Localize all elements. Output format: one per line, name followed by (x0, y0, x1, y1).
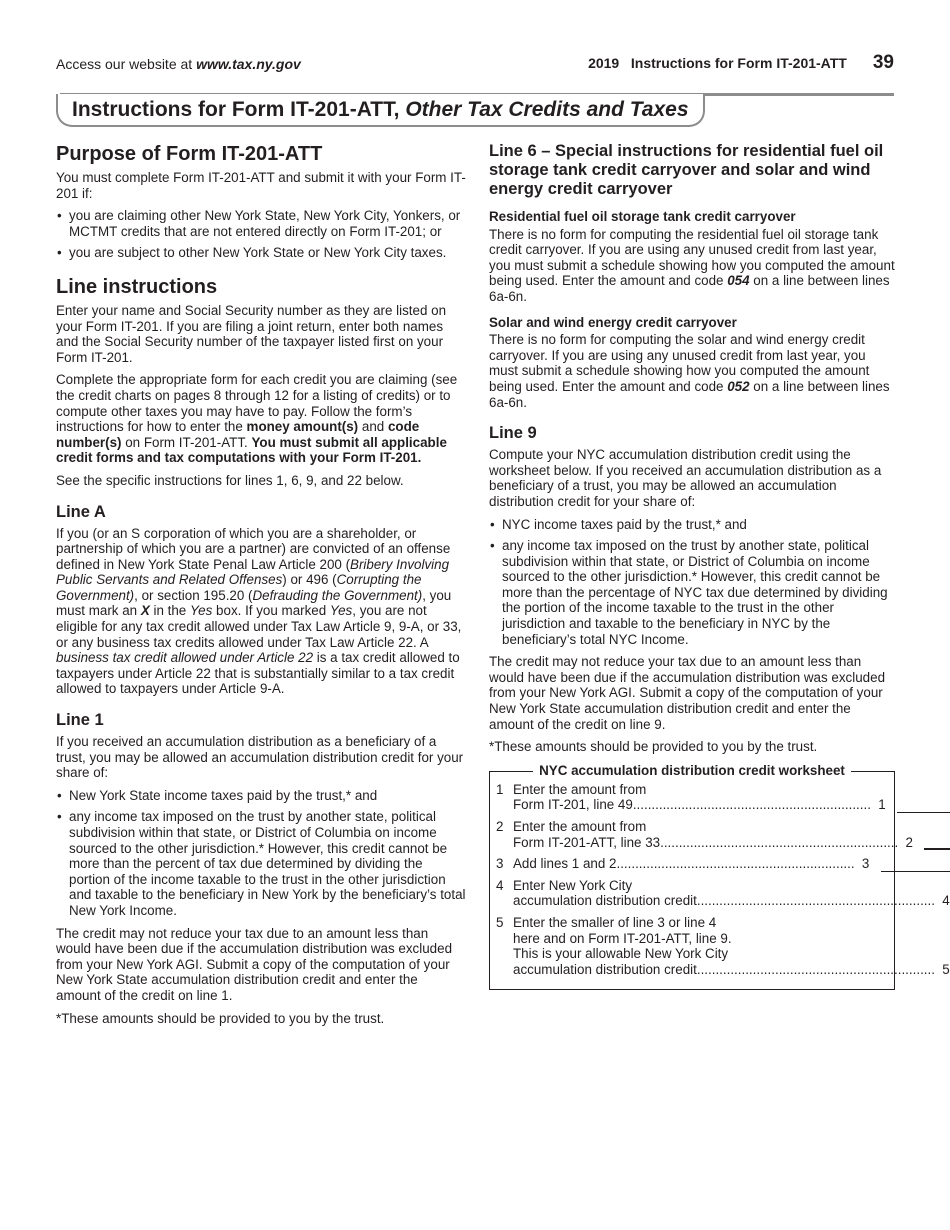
row-line: Enter the smaller of line 3 or line 4 (513, 914, 717, 930)
leader-dots: ................................................................ (660, 834, 899, 850)
line-9-section (489, 424, 895, 755)
nyc-worksheet (489, 762, 950, 991)
list-item: • you are subject to other New York State or New York City taxes. (56, 245, 466, 261)
row-number: 3 (496, 856, 504, 872)
row-number: 1 (496, 781, 504, 797)
worksheet-row-4 (496, 877, 950, 909)
line-ref: 1 (878, 797, 886, 813)
line-1-section (56, 711, 466, 1026)
row-line: Enter the amount from (513, 819, 647, 834)
line-a-text: If you (or an S corporation of which you are a shareholder, or partnership of which you are a partner) are convicted of an offense defined in New York State Penal Law Article 200 (Bribery Involving Public Servants and Related Offenses) or 496 (Corrupting the Government), or section 195.20 (Defrauding the Government), you must mark an X in the Yes box. If you marked Yes, you are not eligible for any tax credit allowed under Tax Law Article 9, 9-A, or 33, or any business tax credits allowed under Tax Law Article 22. A business tax credit allowed under Article 22 is a tax credit allowed to taxpayers under Article 22 that is substantially similar to a tax credit allowed to taxpayers under Article 9-A. (56, 525, 462, 697)
row-number: 5 (496, 914, 504, 930)
leader-dots: ................................................................ (696, 893, 935, 909)
line-1-list (56, 788, 466, 919)
header-access-text: Access our website at (56, 56, 197, 72)
line-9-note: *These amounts should be provided to you by the trust. (489, 739, 818, 755)
line-a-section (56, 503, 466, 698)
header-website-note (56, 56, 301, 72)
row-number: 2 (496, 819, 504, 834)
row-line: This is your allowable New York City (513, 946, 729, 962)
worksheet-title: NYC accumulation distribution credit worksheet (533, 763, 851, 778)
row-text (513, 782, 871, 813)
solar-wind-subsection (489, 315, 895, 411)
solar-wind-text: There is no form for computing the solar and wind energy credit carryover. If you are using any unused credit from last year, you must submit a schedule showing how you computed the amount being used. Enter the amount and code 052 on a line between lines 6a-6n. (489, 332, 890, 410)
line-ref: 5 (942, 961, 950, 977)
leader-dots: ................................................................ (616, 856, 855, 872)
row-line: here and on Form IT-201-ATT, line 9. (513, 930, 732, 946)
worksheet-row-1 (496, 782, 886, 813)
row-line: Form IT-201, line 49 (513, 797, 633, 813)
page-title-banner (56, 94, 705, 127)
row-text (513, 878, 935, 909)
list-item: • NYC income taxes paid by the trust,* and (489, 517, 895, 533)
line-1-intro: If you received an accumulation distribution as a beneficiary of a trust, you may be allowed an accumulation distribution credit for your share of: (56, 734, 464, 781)
line-ref: 2 (905, 834, 913, 850)
row-line: Enter the amount from (513, 781, 647, 797)
line-9-list (489, 517, 895, 648)
line-instructions-section (56, 275, 466, 489)
solar-wind-heading: Solar and wind energy credit carryover (489, 314, 737, 330)
header-right (588, 52, 894, 74)
line-6-heading: Line 6 – Special instructions for residential fuel oil storage tank credit carryover and solar and wind energy credit carryover (489, 142, 884, 198)
line-2-amount-field[interactable] (924, 834, 950, 850)
row-text (513, 856, 855, 872)
purpose-section (56, 142, 466, 261)
fuel-oil-text: There is no form for computing the residential fuel oil storage tank credit carryover. If you are using any unused credit from last year, you must submit a schedule showing how you computed the amount being used. Enter the amount and code 054 on a line between lines 6a-6n. (489, 226, 895, 304)
worksheet-row-3 (496, 856, 886, 872)
row-line: Add lines 1 and 2 (513, 856, 617, 872)
line-1-heading: Line 1 (56, 711, 104, 730)
list-item: • New York State income taxes paid by the trust,* and (56, 788, 466, 804)
leader-dots: ................................................................ (632, 797, 871, 813)
worksheet-title-wrap (490, 763, 894, 779)
header-website-link[interactable]: www.tax.ny.gov (196, 56, 301, 72)
line-9-intro: Compute your NYC accumulation distribution credit using the worksheet below. If you received an accumulation distribution as a beneficiary of a trust, you may be allowed an accumulation distribution credit for your share of: (489, 447, 882, 509)
page-number: 39 (872, 52, 894, 73)
page-title: Instructions for Form IT-201-ATT, Other Tax Credits and Taxes (72, 97, 689, 121)
row-line: accumulation distribution credit (513, 961, 697, 977)
line-9-p2: The credit may not reduce your tax due to an amount less than would have been due if the accumulation distribution was excluded from your New York AGI. Submit a copy of the computation of your New York State accumulation distribution credit and enter the amount of the credit on line 9. (489, 654, 886, 732)
worksheet-row-2 (496, 819, 913, 850)
line-instructions-p3: See the specific instructions for lines 1, 6, 9, and 22 below. (56, 472, 404, 488)
list-item: • any income tax imposed on the trust by another state, political subdivision within that state, or District of Columbia on income sourced to the other jurisdiction.* However, this credit cannot be more than the percentage of NYC tax due determined by dividing the portion of the income taxable to the trust in the other jurisdiction and taxable to the beneficiary in NYC by the beneficiary’s total NYC Income. (489, 538, 895, 647)
row-number: 4 (496, 877, 504, 893)
row-line: accumulation distribution credit (513, 893, 697, 909)
row-line: Form IT-201-ATT, line 33 (513, 834, 661, 850)
fuel-oil-heading: Residential fuel oil storage tank credit carryover (489, 209, 796, 224)
line-instructions-p2: Complete the appropriate form for each credit you are claiming (see the credit charts on pages 8 through 12 for a listing of credits) or to compute other taxes you may have to pay. Follow the form’s instructions for how to enter the money amount(s) and code number(s) on Form IT-201-ATT. You must submit all applicable credit forms and tax computations with your Form IT-201. (56, 372, 458, 466)
row-line: Enter New York City (513, 877, 633, 893)
line-a-heading: Line A (56, 502, 106, 521)
row-text (513, 819, 898, 850)
line-ref: 4 (942, 893, 950, 909)
header-form-title: 2019 Instructions for Form IT-201-ATT (588, 55, 847, 71)
left-column (56, 142, 466, 1033)
worksheet-row-5 (496, 914, 950, 977)
list-item: • any income tax imposed on the trust by another state, political subdivision within that state, or District of Columbia on income sourced to the other jurisdiction.* However, this credit cannot be more than the percent of tax due determined by dividing the portion of the income taxable to the trust in the other jurisdiction and taxable to the beneficiary in New York by the beneficiary’s total New York Income. (56, 809, 466, 918)
right-column (489, 142, 950, 990)
leader-dots: ................................................................ (696, 961, 935, 977)
line-1-note: *These amounts should be provided to you by the trust. (56, 1010, 385, 1026)
purpose-list (56, 208, 466, 261)
line-1-p2: The credit may not reduce your tax due to an amount less than would have been due if the accumulation distribution was excluded from your New York AGI. Submit a copy of the computation of your New York State accumulation distribution credit and enter the amount of the credit on line 1. (56, 925, 453, 1003)
purpose-intro: You must complete Form IT-201-ATT and submit it with your Form IT-201 if: (56, 170, 466, 201)
row-text (513, 915, 935, 977)
fuel-oil-subsection (489, 209, 895, 305)
line-ref: 3 (861, 856, 870, 872)
purpose-heading: Purpose of Form IT-201-ATT (56, 143, 323, 165)
line-1-amount-field[interactable] (897, 798, 950, 813)
line-instructions-heading: Line instructions (56, 275, 218, 298)
line-3-amount-field[interactable] (881, 857, 950, 872)
line-instructions-p1: Enter your name and Social Security number as they are listed on your Form IT-201. If you are filing a joint return, enter both names and the Social Security number of the taxpayer listed first on your Form IT-201. (56, 302, 447, 365)
list-item: • you are claiming other New York State, New York City, Yonkers, or MCTMT credits that are not entered directly on Form IT-201; or (56, 208, 466, 239)
line-6-section (489, 142, 895, 410)
line-9-heading: Line 9 (489, 424, 537, 443)
